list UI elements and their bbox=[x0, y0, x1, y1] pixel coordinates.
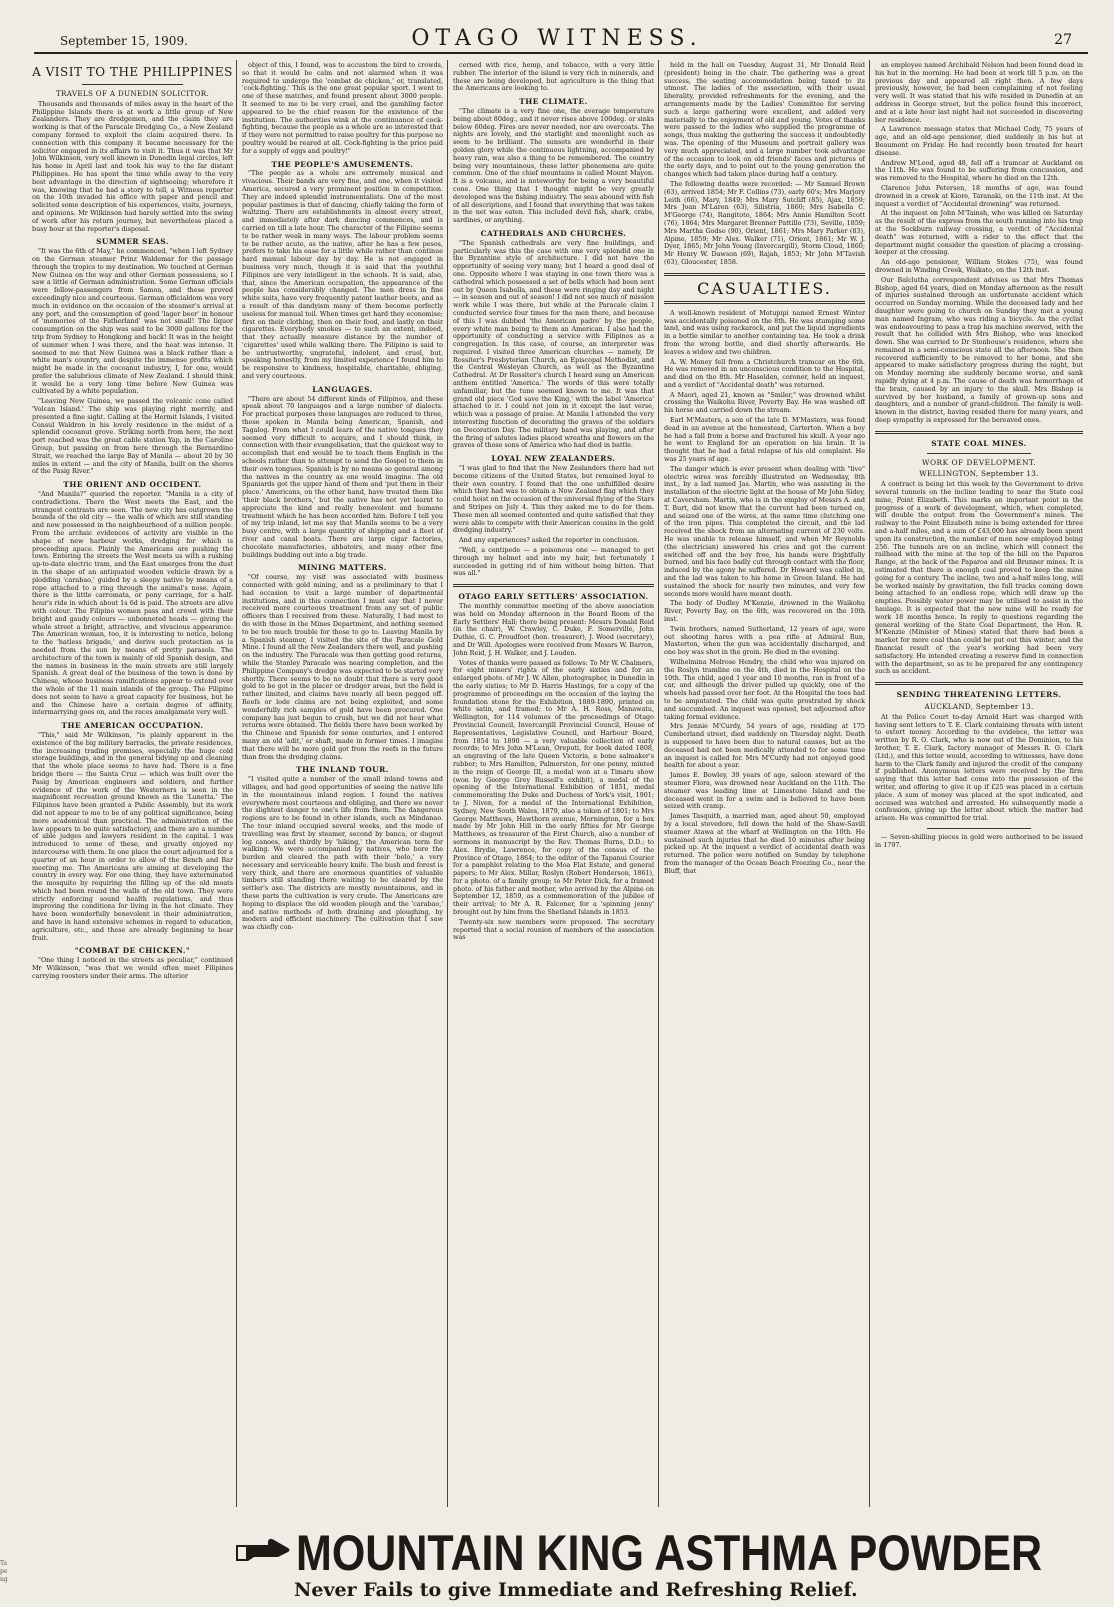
paragraph: Twin brothers, named Sutherland, 12 years of age, were out shooting hares with a pea rifle at Admiral Run, Masterton, when the gun was accidentally discharged, and one boy was shot in the groin. He died in the evening. bbox=[664, 624, 865, 657]
masthead-rule bbox=[34, 52, 1088, 54]
paragraph: James E. Bowley, 39 years of age, saloon steward of the steamer Flora, was drowned near Auckland on the 11th. The steamer was leading lime at Limestone Island and the deceased went in for a swim and is believed to have been seized with cramp. bbox=[664, 771, 865, 811]
column-divider bbox=[236, 60, 237, 1507]
paragraph: Earl M'Masters, a son of the late D. M'Masters, was found dead in an avenue at the homestead, Carterton. When a boy he had a fall from a horse and fractured his skull. A year ago he went to England for an operation on his brain. It is thought that he had a fatal relapse of his old complaint. He was 25 years of age. bbox=[664, 416, 865, 464]
section-heading: THE CLIMATE. bbox=[519, 97, 588, 107]
paragraph: "The Spanish cathedrals are very fine buildings, and particularly was this the case with one very splendid one in the Byzantine style of architecture. I did not have the opportunity of seeing very many, but I heard a good deal of one. Opposite where I was staying in one town there was a cathedral which possessed a set of bells which had been sent out by Queen Isabella, and these were ringing day and night — in season and out of season! I did not see much of mission work while I was there, but while at the Paracale claim I conducted service four times for the men there, and because of this I was dubbed 'the American padre' by the people, every white man being to them an American. I also had the opportunity of conducting a service with Filipinos as a congregation. In this case, of course, an interpreter was required. I visited three American churches — namely, Dr Rossiter's Presbyterian Church, an Episcopal Methodist, and the Central Wesleyan Church, as well as the Byzantine Cathedral. At Dr Rossiter's church I heard sung an American anthem entitled 'America.' The words of this were totally unfamiliar, but the tune seemed known to me. It was that grand old piece 'God save the King,' with the label 'America' attached to it. I could not join in it except the last verse, which was a passage of praise. At Manila I attended the very interesting function of decorating the graves of the soldiers on Decoration Day. The military band was playing, and after the firing of salutes ladies placed wreaths and flowers on the graves of those sons of America who had died in battle. bbox=[453, 238, 654, 450]
paragraph: A contract is being let this week by the Government to drive several tunnels on the incline leading to near the State coal mine, Point Elizabeth. This marks an important point in the progress of a work of development, which, when completed, will double the output from the Government's mines. The railway to the Point Elizabeth mine is being extended for three and a-half miles, and a sum of £43,000 has already been spent upon its construction, the number of men now employed being 256. The tunnels are on an incline, which will connect the railhead with the mine at the top of the hill on the Paparoa Range, at the back of the Paparoa and old Brunner mines. It is estimated that there is enough coal proved to keep the mine going for a century. The incline, two and a-half miles long, will be worked mainly by gravitation, the full trucks coming down being attached to an endless rope, which will draw up the empties. Possibly water power may be utilised to assist in the haulage. It is expected that the new mine will be ready for work 18 months hence. In reply to questions regarding the general working of the State Coal Department, the Hon. R. M'Kenzie (Minister of Mines) stated that there had been a market for more coal than could be put out this winter, and the financial result of the year's working had been very satisfactory. He intended creating a reserve fund in connection with the department, so as to be prepared for any contingency such as accident. bbox=[875, 480, 1083, 676]
pointing-hand-icon bbox=[234, 1535, 292, 1565]
section-heading: THE INLAND TOUR. bbox=[296, 765, 389, 775]
column-2 bbox=[242, 62, 443, 1512]
paragraph: "I was glad to find that the New Zealanders there had not become citizens of the United States, but remained loyal to their own country. I found that the one unfulfilled desire which they had was to obtain a New Zealand flag which they could hoist on the occasion of the universal flying of the Stars and Stripes on July 4. This they asked me to do for them. These men all seemed contented and quite satisfied that they were able to compete with their American cousins in the gold dredging industry." bbox=[453, 464, 654, 535]
section-heading: "COMBAT DE CHICKEN." bbox=[74, 946, 191, 956]
paragraph: The following deaths were recorded: — Mr Samuel Brown (63), arrived 1854; Mr F. Collins (73), early 60's; Mrs Marjory Leith (66), Mary, 1849; Mrs Mary Sutcliff (85), Ajax, 1859; Mrs Joan M'Laren (63), Silistria, 1860; Mrs Isabella C. M'George (74), Rangitoto, 1864; Mrs Annie Hamilton Scott (76), 1864; Mrs Margaret Brenner Pattillo (73), Seville, 1859; Mrs Martha Godso (90), Orient, 1861; Mrs Mary Parker (83), Alpine, 1859; Mr Alex. Walker (71), Orient, 1861; Mr W. J. Dyer, 1865; Mr John Young (Invercargill), Storm Cloud, 1860; Mr Henry W. Dawson (69), Rajah, 1853; Mr John M'Tavish (63), Gloucester, 1858. bbox=[664, 179, 865, 266]
paragraph: Votes of thanks were passed as follows: To Mr W. Chalmers, for eight miners' rights of the early sixties and for an enlarged photo. of Mr J. W. Allen, photographer, in Dunedin in the early sixties; to Mr D. Harris Hastings, for a copy of the programme of proceedings on the occasion of the laying the foundation stone for the Exhibition, 1889-1890, printed on white satin, and framed; to Mr A. H. Ross, Manawatu, Wellington, for 114 volumes of the proceedings of Otago Provincial Council, Invercargill Provincial Council, House of Representatives, Legislative Council, and Harbour Board, from 1854 to 1890 — a very valuable collection of early records; to Mrs John M'Lean, Oreputi, for book dated 1808, an engraving of the late Queen Victoria, a bone salmaker's rubber; to Mrs Hamilton, Palmerston, for one penny, minted in the reign of George III, a medal won at a Timaru show (won by George Grey Russell's exhibit), a medal of the opening of the International Exhibition of 1851, medal commemorating the Duke and Duchess of York's visit, 1901; to J. Niven, for a medal of the International Exhibition, Sydney, New South Wales, 1879, also a token of 1801; to Mrs George Matthews, Hawthorn avenue, Mornington, for a box made by Mr John Hill in the early fifties for Mr George Matthews, as treasurer of the First Church, also a number of sermons in manuscript by the Rev. Thomas Burns, D.D.; to Alex. Brydie, Lawrence, for copy of the census of the Province of Otago, 1864; to the editor of the Tapanui Courier for a pamphlet relating to the Moa Flat Estate, and general papers; to Mr Alex. Millar, Roslyn (Robert Henderson, 1861), for a photo. of a family group; to Mr Peter Dick, for a framed photo. of his father and mother, who arrived by the Alpine on September 12, 1859, as a commemoration of the jubilee of their arrival; to Mr A. R. Falconer, for a 'spinning jenny' brought out by him from the Shetland Islands in 1853. bbox=[453, 658, 654, 917]
article-headline: OTAGO EARLY SETTLERS' ASSOCIATION. bbox=[458, 592, 649, 602]
paragraph: The body of Dudley M'Kenzie, drowned in the Waikohu River, Poverty Bay, on the 6th, was recovered on the 10th inst. bbox=[664, 599, 865, 623]
newspaper-title: OTAGO WITNESS. bbox=[411, 26, 703, 51]
paragraph: Clarence John Petersen, 18 months of age, was found drowned in a creek at Kiore, Taranaki, on the 11th inst. At the inquest a verdict of "Accidental drowning" was returned. bbox=[875, 183, 1083, 208]
section-heading: LOYAL NEW ZEALANDERS. bbox=[491, 454, 616, 464]
section-heading: CATHEDRALS AND CHURCHES. bbox=[480, 228, 627, 238]
paragraph: A well-known resident of Motupipi named Ernest Winter was accidentally poisoned on the 8th. He was stumping some land, and was using rackarock, and put the liquid ingredients in a bottle similar to another containing tea. He took a drink from the wrong bottle, and died shortly afterwards. He leaves a widow and two children. bbox=[664, 308, 865, 356]
paragraph: At the inquest on John M'Tainsh, who was killed on Saturday as the result of the express from the south running into his trap at the Sockburn railway crossing, a verdict of "Accidental death" was returned, with a rider to the effect that the department might consider the question of placing a crossing-keeper at the crossing. bbox=[875, 209, 1083, 257]
margin-note: Ta pe ng bbox=[0, 1560, 8, 1583]
divider bbox=[875, 431, 1083, 434]
divider bbox=[875, 682, 1083, 685]
article-headline: A VISIT TO THE PHILIPPINES bbox=[32, 65, 233, 79]
section-heading: THE AMERICAN OCCUPATION. bbox=[61, 721, 204, 731]
paragraph: "Of course, my visit was associated with business connected with gold mining, and as a preliminary to that I had occasion to visit a large number of departmental institutions, and in this connection I must say that I never received more courteous treatment from any set of public officers than I received from these. Naturally, I had most to do with those in the Mines Department, and nothing seemed to be too much trouble for those to go to. Leaving Manila by a Spanish steamer, I visited the site of the Paracale Gold Mine. I found all the New Zealanders there well, and pushing on the industry. The Paracale was then getting good returns, while the Stanley Paracale was nearing completion, and the Philippine Company's dredge was expected to be started very shortly. There seems to be no doubt that there is very good gold to be got in the placer or dredger areas, but the field is rather limited, and claims have nearly all been pegged off. Reefs or lode claims are not being exploited, and some wonderfully rich samples of gold have been procured. One company has just begun to crush, but we did not hear what returns were obtained. The fields there have been worked by the Chinese and Spanish for some centuries, and I entered many an old 'adit,' or shaft, made in former times. I imagine that there will be more gold got from the reefs in the future than from the dredging claims. bbox=[242, 573, 443, 761]
ad-headline: MOUNTAIN KING ASTHMA POWDER bbox=[296, 1525, 1043, 1581]
divider bbox=[664, 273, 865, 276]
dateline: WELLINGTON, September 13. bbox=[919, 469, 1039, 479]
section-heading: SUMMER SEAS. bbox=[96, 237, 169, 247]
section-heading: THE ORIENT AND OCCIDENT. bbox=[63, 480, 202, 490]
masthead bbox=[0, 22, 1114, 52]
divider bbox=[927, 828, 1031, 829]
paragraph: A Maori, aged 21, known as "Smiler," was drowned whilst crossing the Waikohu River, Poverty Bay. He was washed off his horse and carried down the stream. bbox=[664, 390, 865, 415]
paragraph: Our Balclutha correspondent advises us that Mrs Thomas Bishop, aged 64 years, died on Monday afternoon as the result of injuries sustained through an unfortunate accident which occurred on Sunday morning. While the deceased lady and her daughter were going to church on Sunday they met a young man named Ingram, who was riding a bicycle. As the cyclist was endeavouring to pass a trap his machine swerved, with the result that he collided with Mrs Bishop, who was knocked down. She was carried to Dr Stenhouse's residence, where she remained in a semi-conscious state all the afternoon. She then recovered sufficiently to be removed to her home, and she appeared to make satisfactory progress during the night, but on Monday morning she suddenly became worse, and sank rapidly dying at 4 p.m. The cause of death was hemorrhage of the brain, caused by an injury to the skull. Mrs Bishop is survived by her husband, a family of grown-up sons and daughters, and a number of grand-children. The family is well-known in the district, having resided there for many years, and deep sympathy is expressed for the bereaved ones. bbox=[875, 275, 1083, 425]
paragraph: Twenty-six new members were proposed. The secretary reported that a social reunion of members of the association was bbox=[453, 917, 654, 942]
paragraph: Andrew M'Leod, aged 48, fell off a tramcar at Auckland on the 11th. He was found to be suffering from concussion, and was removed to the Hospital, where he died on the 12th. bbox=[875, 158, 1083, 183]
divider bbox=[927, 453, 1031, 454]
paragraph: "Leaving New Guinea, we passed the volcanic cone called 'Volcan Island.' The ship was playing right merrily, and presented a fine sight. Calling at the Hermit Islands, I visited Consul Waldron in his lovely residence in the midst of a splendid cocoanut grove. Striking north from here, the next port reached was the great cable station Yap, in the Caroline Group, but passing on from here through the Bernardino Strait, we reached the large Bay of Manila — about 20 by 30 miles in extent — and the city of Manila, built on the shores of the Pasig River." bbox=[32, 397, 233, 476]
article-headline: CASUALTIES. bbox=[697, 278, 832, 298]
paragraph: object of this, I found, was to accustom the bird to crowds, so that it would be calm and not alarmed when it was required to undergo the 'combat de chicken,' or, translated, 'cock-fighting.' This is the one great popular sport. I went to one of these matches, and found present about 3000 people. It seemed to me to be very cruel, and the gambling factor appeared to be the chief reason for the existence of the institution. The authorities wink at the continuance of cock-fighting, because the people as a whole are so interested that if they were not permitted to raise poultry for this purpose no poultry would be reared at all. Cock-fighting is the price paid for a supply of eggs and poultry!" bbox=[242, 62, 443, 155]
column-5 bbox=[875, 62, 1083, 1512]
divider bbox=[82, 84, 183, 85]
paragraph: A. W. Money fell from a Christchurch tramcar on the 6th. He was removed in an unconscious condition to the Hospital, and died on the 8th. Mr Haselden, coroner, held an inquest, and a verdict of "Accidental death" was returned. bbox=[664, 357, 865, 389]
paragraph: "There are about 54 different kinds of Filipinos, and these speak about 70 languages and a large number of dialects. For practical purposes these languages are reduced to three, those spoken in Manila being American, Spanish, and Tagalog. From what I could learn of the native tongues they seemed very difficult to acquire, and I should think, in connection with their evangelisation, that the quickest way to accomplish that end would be to teach them English in the schools rather than to attempt to send the Gospel to them in their own tongues. Spanish is by no means so general among the natives in the country as one would imagine. The old Spaniards got the upper hand of them and 'put them in their place.' Americans, on the other hand, have treated them like 'their black brothers,' but the native has not yet learnt to appreciate the kind and really benevolent and humane treatment which he has been accorded him. Before I tell you of my trip inland, let me say that Manila seems to be a very busy centre, with a large quantity of shipping and a fleet of river and canal boats. There are large cigar factories, chocolate manufactories, abbatoirs, and many other fine buildings budding out into a big trade. bbox=[242, 394, 443, 559]
paragraph: "It was the 6th of May," he commenced, "when I left Sydney on the German steamer Prinz Waldemar for the passage through the tropics to my destination. We touched at German New Guinea on the way and other German possessions, so I saw a little of German administration. Some German officials were fellow-passengers from Samoa, and these proved exceedingly nice and courteous. German officialdom was very much in evidence on the occasion of the steamer's arrival at any port, and the consumption of good 'lager beer' in honour of 'memories of the Fatherland' was not small! The liquor consumption on the ship was said to be 3000 gallons for the trip from Sydney to Hongkong and back! It was in the height of summer when I was there, and the heat was intense. It seemed to me that New Guinea was a black rather than a white man's country, and despite the immense profits which might be made in the cocoanut industry, I, for one, would prefer the salubrious climate of New Zealand. I should think it would be a very long time before New Guinea was cultivated by a white population. bbox=[32, 247, 233, 396]
column-4 bbox=[664, 62, 865, 1512]
paragraph: an employee named Archibald Nelson had been found dead in his hut in the morning. He had been at work till 5 p.m. on the previous day and appeared all right then. A few days previously, however, he had been complaining of not feeling very well. It was stated that his wife resided in Dunedin at an address in George street, but the police found this incorrect, and at a late hour last night had not succeeded in discovering her residence. bbox=[875, 62, 1083, 124]
paragraph: cerned with rice, hemp, and tobacco, with a very little rubber. The interior of the island is very rich in minerals, and these are being developed, but agriculture is the thing that the Americans are looking to. bbox=[453, 62, 654, 93]
ad-tagline: Never Fails to give Immediate and Refreshing Relief. bbox=[294, 1579, 858, 1601]
paragraph: An old-age pensioner, William Stokes (75), was found drowned in Winding Creek, Waikato, on the 12th inst. bbox=[875, 258, 1083, 274]
paragraph: "The people as a whole are extremely musical and vivacious. Their bands are very fine, and one, when it visited America, secured a very prominent position in competition. They are indeed splendid instrumentalists. One of the most popular pastimes is that of dancing, chiefly taking the form of waltzing. There are establishments in almost every street, and immediately after dark dancing commences, and is carried on till a late hour. The character of the Filipino seems to be rather weak in many ways. The labour problem seems to be rather acute, as the native, after he has a few pesos, prefers to take his ease for a little while rather than continue hard manual labour day by day. He is not engaged in business very much, though it is said that the youthful Filipinos are very intelligent in the schools. It is said, also, that, since the American occupation, the appearance of the people has considerably changed. The men dress in fine white suits, have very frequently patent leather boots, and as a result of this dandyism many of them become perfectly useless for manual toil. When times get hard they economise; first on their clothing, then on their food, and lastly on their cigarettes. Everybody smokes — to such an extent, indeed, that they actually measure distance by the number of 'cigarettes' used while walking there. The Filipino is said to be untrustworthy, ungrateful, indolent, and cruel, but, speaking honestly, from my limited experience I found him to be responsive to kindness, hospitable, charitable, obliging, and very courteous. bbox=[242, 169, 443, 381]
article-subhead: TRAVELS OF A DUNEDIN SOLICITOR. bbox=[55, 89, 210, 98]
issue-date: September 15, 1909. bbox=[60, 34, 188, 48]
paragraph: "I visited quite a number of the small inland towns and villages, and had good opportunities of seeing the native life in the mountainous inland region. I found the natives everywhere most courteous and obliging, and there we never the slightest danger to one's life from them. The dangerous regions are to be found in other islands, such as Mindanao. The tour inland occupied several weeks, and the mode of travelling was first by steamer, second by banca, or dugout log canoes, and thirdly by 'hiking,' the American term for walking. We were accompanied by natives, who bore the burden and cleared the path with their 'bolo,' a very necessary and serviceable heavy knife. The bush and forest is very thick, and there are enormous quantities of valuable timbers still standing there waiting to be cleared by the settler's axe. The districts are mostly mountainous, and in these parts the cultivation is very crude. The Americans are hoping to displace the old wooden plough and the 'carabao,' and native methods of both draining and ploughing, by modern and efficient machinery. The cultivation that I saw was chiefly con- bbox=[242, 775, 443, 932]
paragraph: A Lawrence message states that Michael Cody, 75 years of age, and an old-age pensioner, died suddenly in his hut at Beaumont on Friday. He had recently been treated for heart disease. bbox=[875, 125, 1083, 157]
column-divider bbox=[658, 60, 659, 1507]
column-3 bbox=[453, 62, 654, 1512]
paragraph: — Seven-shilling pieces in gold were authorised to be issued in 1797. bbox=[875, 832, 1083, 849]
dateline: AUCKLAND, September 13. bbox=[924, 701, 1034, 711]
section-heading: WORK OF DEVELOPMENT. bbox=[921, 457, 1037, 467]
paragraph: James Tasquith, a married man, aged about 50, employed by a local stevedore, fell down the hold of the Shaw-Savill steamer Atawa at the wharf at Wellington on the 10th. He sustained such injuries that he died 10 minutes after being picked up. At the inquest a verdict of accidental death was returned. The police were notified on Sunday by telephone from the manager of the Ocean Beach Freezing Co., near the Bluff, that bbox=[664, 812, 865, 875]
paragraph: "And Manila?" queried the reporter. "Manila is a city of contradictions. There the West meets the East, and the strangest contrasts are seen. The new city has outgrown the bounds of the old city — the walls of which are still standing and now possessed in the neighbourhood of a million people. From the archaic evidences of activity are visible in the shape of new harbour works, dredging for which is proceeding apace. Plainly the Americans are pushing the town. Entering the streets the West meets us with a rushing up-to-date electric tram, and the East emerges from the dust in the shape of an antiquated wooden vehicle drawn by a plodding 'carabao,' guided by a sleepy native by means of a rope attached to a ring through the animal's nose. Again, there is the little carromata, or pony carriage, for a half-hour's ride in which about 1s 6d is paid. The streets are alive with colour. The Filipino women pass and crowd with their bright and gaudy colours — unbonneted heads — giving the whole street a bright, attractive, and vivacious appearance. The American woman, too, it is interesting to notice, belong to the 'hatless brigade,' and derive such protection as is needed from the sun by means of pretty parasols. The architecture of the town is mainly of old Spanish design, and the names in business in the main streets are still largely Spanish. A great deal of the business of the town is done by Chinese, whose business ramifications appear to extend over the whole of the 11 main islands of the group. The Filipino does not seem to have a great capacity for business, but he and the Chinese have a certain degree of affinity, intermarrying goes on, and the races amalgamate very well. bbox=[32, 490, 233, 717]
paragraph: And any experiences? asked the reporter in conclusion. bbox=[459, 536, 640, 545]
paragraph: Mrs Jennie M'Curdy, 54 years of age, residing at 175 Cumberland street, died suddenly on Thursday night. Death is supposed to have been due to natural causes, but as the deceased had not been medically attended to for some time an inquest is called for. Mrs M'Curdy had not enjoyed good health for about a year. bbox=[664, 722, 865, 770]
paragraph: "Well, a centipede — a poisonous one — managed to get through my helmet and into my hair, but fortunately I succeeded in getting rid of him without being bitten. That was all." bbox=[453, 546, 654, 578]
paragraph: "One thing I noticed in the streets as peculiar," continued Mr Wilkinson, "was that we would often meet Filipinos carrying roosters under their arms. The ulterior bbox=[32, 956, 233, 980]
paragraph: Wilhelmina Melrose Hendry, the child who was injured on the Roslyn tramline on the 4th, died in the Hospital on the 10th. The child, aged 1 year and 10 months, ran in front of a car, and although the driver pulled up quickly, one of the wheels had passed over her foot. At the Hospital the toes had to be amputated. The child was quite prostrated by shock and succumbed. An inquest was opened, but adjourned after taking formal evidence. bbox=[664, 657, 865, 721]
paragraph: "This," said Mr Wilkinson, "is plainly apparent in the existence of the big military barracks, the private residences, the increasing trading premises, especially the huge cold storage buildings, and in the general tidying up and cleaning that the whole place seems to have had. There is a fine bridge there — the Santa Cruz — which was built over the Pasig by American engineers and soldiers, and further evidence of the work of the Westerners is seen in the magnificent recreation ground known as the 'Lunetta.' The Filipinos have been granted a Public Assembly, but its work did not appear to me to be of any political significance, being more academical than practical. The administration of the law appears to be quite satisfactory, and there are a number of able judges and lawyers resident in the capital. I was introduced to some of these, and greatly enjoyed my intercourse with them. In one place the court adjourned for a quarter of an hour in order to allow of the Bench and Bar meeting me. The Americans are aiming at developing the country in every way. For one thing, they have exterminated the mosquito by requiring the filling up of the old moats which had been round the walls of the old town. They were strictly enforcing sound health regulations, and thus improving the conditions for living in the hot climate. They have been wonderfully benevolent in their administration, and have in hand extensive schemes in regard to education, agriculture, etc., and these are already beginning to bear fruit. bbox=[32, 730, 233, 942]
article-headline: STATE COAL MINES. bbox=[931, 438, 1027, 448]
divider bbox=[453, 584, 654, 587]
column-divider bbox=[447, 60, 448, 1507]
paragraph: "The climate is a very fine one, the average temperature being about 80deg., and it never rises above 100deg. or sinks below 60deg. Fires are never needed, nor are overcoats. The nights are lovely, and the starlight and moonlight such as seem to be brilliant. The sunsets are wonderful in their golden glory while the continuous lightning, accompanied by heavy rain, was also a thing to be remembered. The country being very mountainous, these latter phenomena are quite common. One of the chief mountains is called Mount Mayon. It is a volcano, and is noteworthy for being a very beautiful cone. One thing that I thought might be very greatly developed was the fishing industry. The seas abound with fish of all descriptions, and I found that everything that was taken in the net was eaten. This included devil fish, shark, crabs, sardines, or anything. bbox=[453, 106, 654, 225]
column-1 bbox=[32, 62, 233, 1602]
divider bbox=[664, 301, 865, 304]
column-divider bbox=[869, 60, 870, 1507]
paragraph: The monthly committee meeting of the above association was held on Monday afternoon in the Board Room of the Early Settlers' Hall; there being present: Messrs Donald Reid (in the chair), W. Crawley, C. Duke, F. Somerville, John Duthie, G. C. Proudfoot (hon. treasurer), J. Wood (secretary), and Dr Will. Apologies were received from Messrs W. Barron, John Reid, J. H. Walker, and J. Louden. bbox=[453, 602, 654, 657]
paragraph: The danger which is ever present when dealing with "live" electric wires was forcibly illustrated on Wednesday, 8th inst., by a lad named Jas. Martin, who was assisting in the installation of the electric light at the house of Mr John Sidey, at Caversham. Martin, who is in the employ of Messrs A. and T. Burt, did not know that the current had been turned on, and seized one of the wires, at the same time clutching one of the iron pipes. This completed the circuit, and the lad received the shock from an alternating current of 230 volts. He was unable to release himself, and when Mr Reynolds (the electrician) answered his cries and got the current switched off and the boy free, his hands were frightfully burned, and his face badly cut through contact with the floor, induced by the agony he suffered. Dr Howard was called in, and the lad was taken to his home in Green Island. He had sustained the shock for nearly two minutes, and very few seconds more would have meant death. bbox=[664, 464, 865, 598]
paragraph: Thousands and thousands of miles away in the heart of the Philippine Islands there is at work a little group of New Zealanders. They are dredgemen, and the claim they are working is that of the Paracale Dredging Co., a New Zealand company formed to exploit the claim acquired there. In connection with this company it became necessary for the solicitor engaged in its affairs to visit it. Thus it was that Mr John Wilkinson, very well known in Dunedin legal circles, left his home in April last and took his way to the far distant Philippines. He has spent the time while away to the very best advantage in the direction of sightseeing; wherefore it was, knowing that he had a story to tell, a Witness reporter on the 10th invaded his office with paper and pencil and solicited some description of his experiences, visits, journeys, and opinions. Mr Wilkinson had barely settled into the swing of work after his return journey, but nevertheless placed a busy hour at the reporter's disposal. bbox=[32, 99, 233, 233]
section-heading: THE PEOPLE'S AMUSEMENTS. bbox=[271, 159, 414, 169]
section-heading: LANGUAGES. bbox=[312, 384, 373, 394]
paragraph: At the Police Court to-day Arnold Hart was charged with having sent letters to T. E. Clark containing threats with intent to extort money. According to the evidence, the letter was written by R. O. Clark, who is now out of the Dominion, to his brother, T. E. Clark, factory manager of Messrs R. O. Clark (Ltd.), and this letter would, according to witnesses, have done harm to the Clark family and injured the credit of the company if published. Anonymous letters were received by the firm saying that this letter had come into the possession of the writer, and offering to give it up if £25 was placed in a certain place. A sum of money was placed at the spot indicated, and accused was watched and arrested. He subsequently made a confession, giving up the letter about which the matter had arisen. He was committed for trial. bbox=[875, 712, 1083, 823]
page-number: 27 bbox=[1054, 32, 1072, 48]
section-heading: MINING MATTERS. bbox=[298, 563, 387, 573]
paragraph: held in the hall on Tuesday, August 31, Mr Donald Reid (president) being in the chair. The gathering was a great success, the seating accommodation being taxed to its utmost. The ladies of the association, with their usual liberality, provided refreshments for the evening, and the arrangements made by the Ladies' Committee for serving such a large gathering were excellent, and added very materially to the enjoyment of old and young. Votes of thanks were passed to the ladies who supplied the programme of songs, thus making the gathering the success it undoubtedly was. The opening of the Museum and portrait gallery was very much appreciated, and a large number took advantage of the occasion to look on old friends' faces and pictures of the early days, and to point out to the young generation the changes which had taken place during half a century. bbox=[664, 62, 865, 179]
asthma-powder-advertisement bbox=[234, 1527, 1088, 1599]
article-headline: SENDING THREATENING LETTERS. bbox=[896, 690, 1062, 700]
